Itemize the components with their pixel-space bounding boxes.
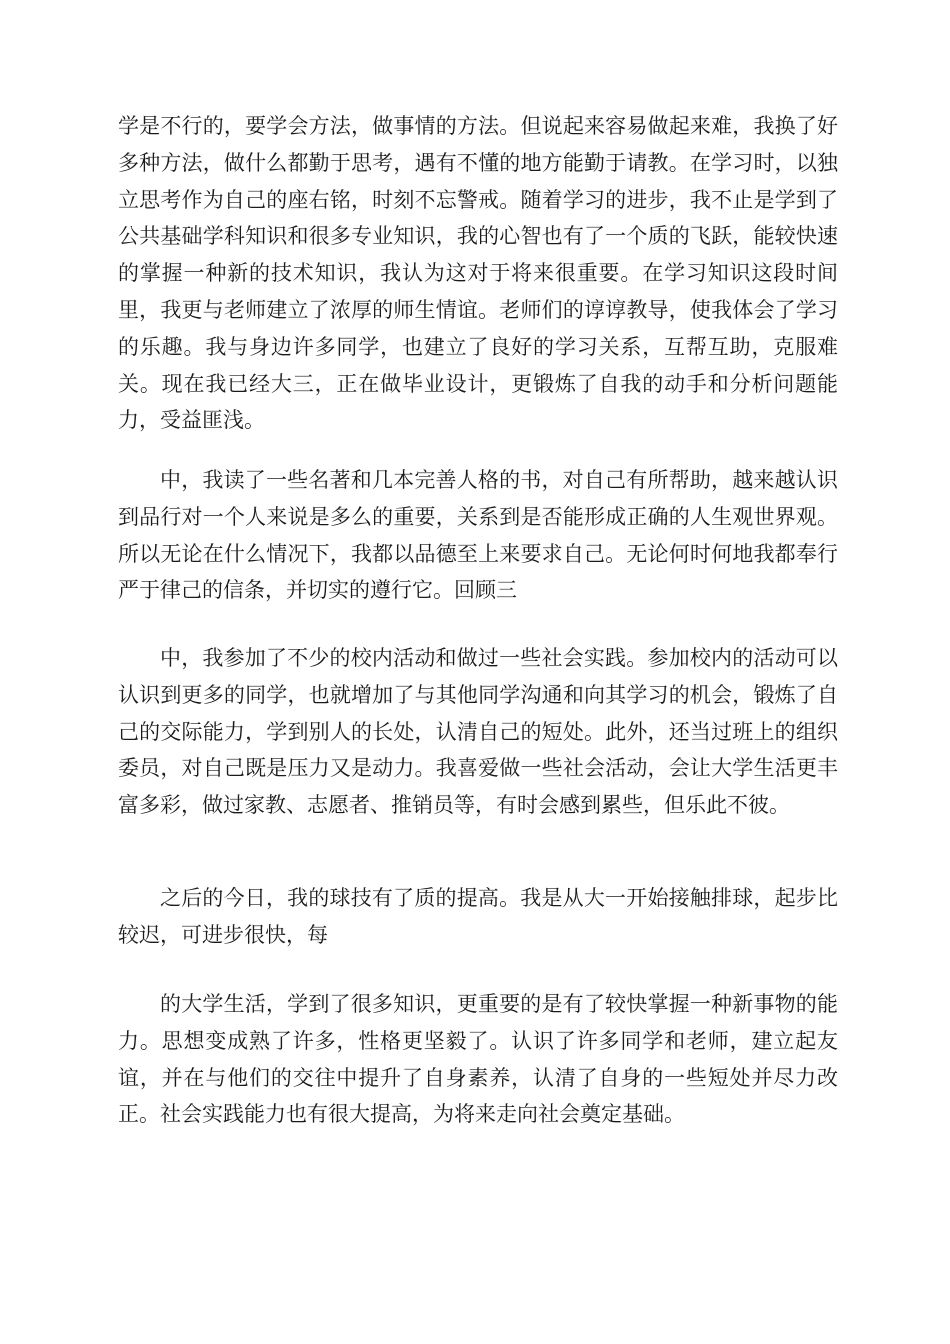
paragraph-volleyball: 之后的今日，我的球技有了质的提高。我是从大一开始接触排球，起步比较迟，可进步很快，每 bbox=[118, 886, 838, 947]
paragraph-summary: 的大学生活，学到了很多知识，更重要的是有了较快掌握一种新事物的能力。思想变成熟了许多，性格更坚毅了。认识了许多同学和老师，建立起友谊，并在与他们的交往中提升了自身素养，认清了自身的一些短处并尽力改正。社会实践能力也有很大提高，为将来走向社会奠定基础。 bbox=[118, 992, 838, 1127]
paragraph-character: 中，我读了一些名著和几本完善人格的书，对自己有所帮助，越来越认识到品行对一个人来说是多么的重要，关系到是否能形成正确的人生观世界观。所以无论在什么情况下，我都以品德至上来要求自己。无论何时何地我都奉行严于律己的信条，并切实的遵行它。回顾三 bbox=[118, 468, 838, 603]
paragraph-study-methods: 学是不行的，要学会方法，做事情的方法。但说起来容易做起来难，我换了好多种方法，做什么都勤于思考，遇有不懂的地方能勤于请教。在学习时，以独立思考作为自己的座右铭，时刻不忘警戒。随着学习的进步，我不止是学到了公共基础学科知识和很多专业知识，我的心智也有了一个质的飞跃，能较快速的掌握一种新的技术知识，我认为这对于将来很重要。在学习知识这段时间里，我更与老师建立了浓厚的师生情谊。老师们的谆谆教导，使我体会了学习的乐趣。我与身边许多同学，也建立了良好的学习关系，互帮互助，克服难关。现在我已经大三，正在做毕业设计，更锻炼了自我的动手和分析问题能力，受益匪浅。 bbox=[118, 114, 838, 433]
paragraph-activities: 中，我参加了不少的校内活动和做过一些社会实践。参加校内的活动可以认识到更多的同学，也就增加了与其他同学沟通和向其学习的机会，锻炼了自己的交际能力，学到别人的长处，认清自己的短处。此外，还当过班上的组织委员，对自己既是压力又是动力。我喜爱做一些社会活动，会让大学生活更丰富多彩，做过家教、志愿者、推销员等，有时会感到累些，但乐此不彼。 bbox=[118, 646, 838, 818]
